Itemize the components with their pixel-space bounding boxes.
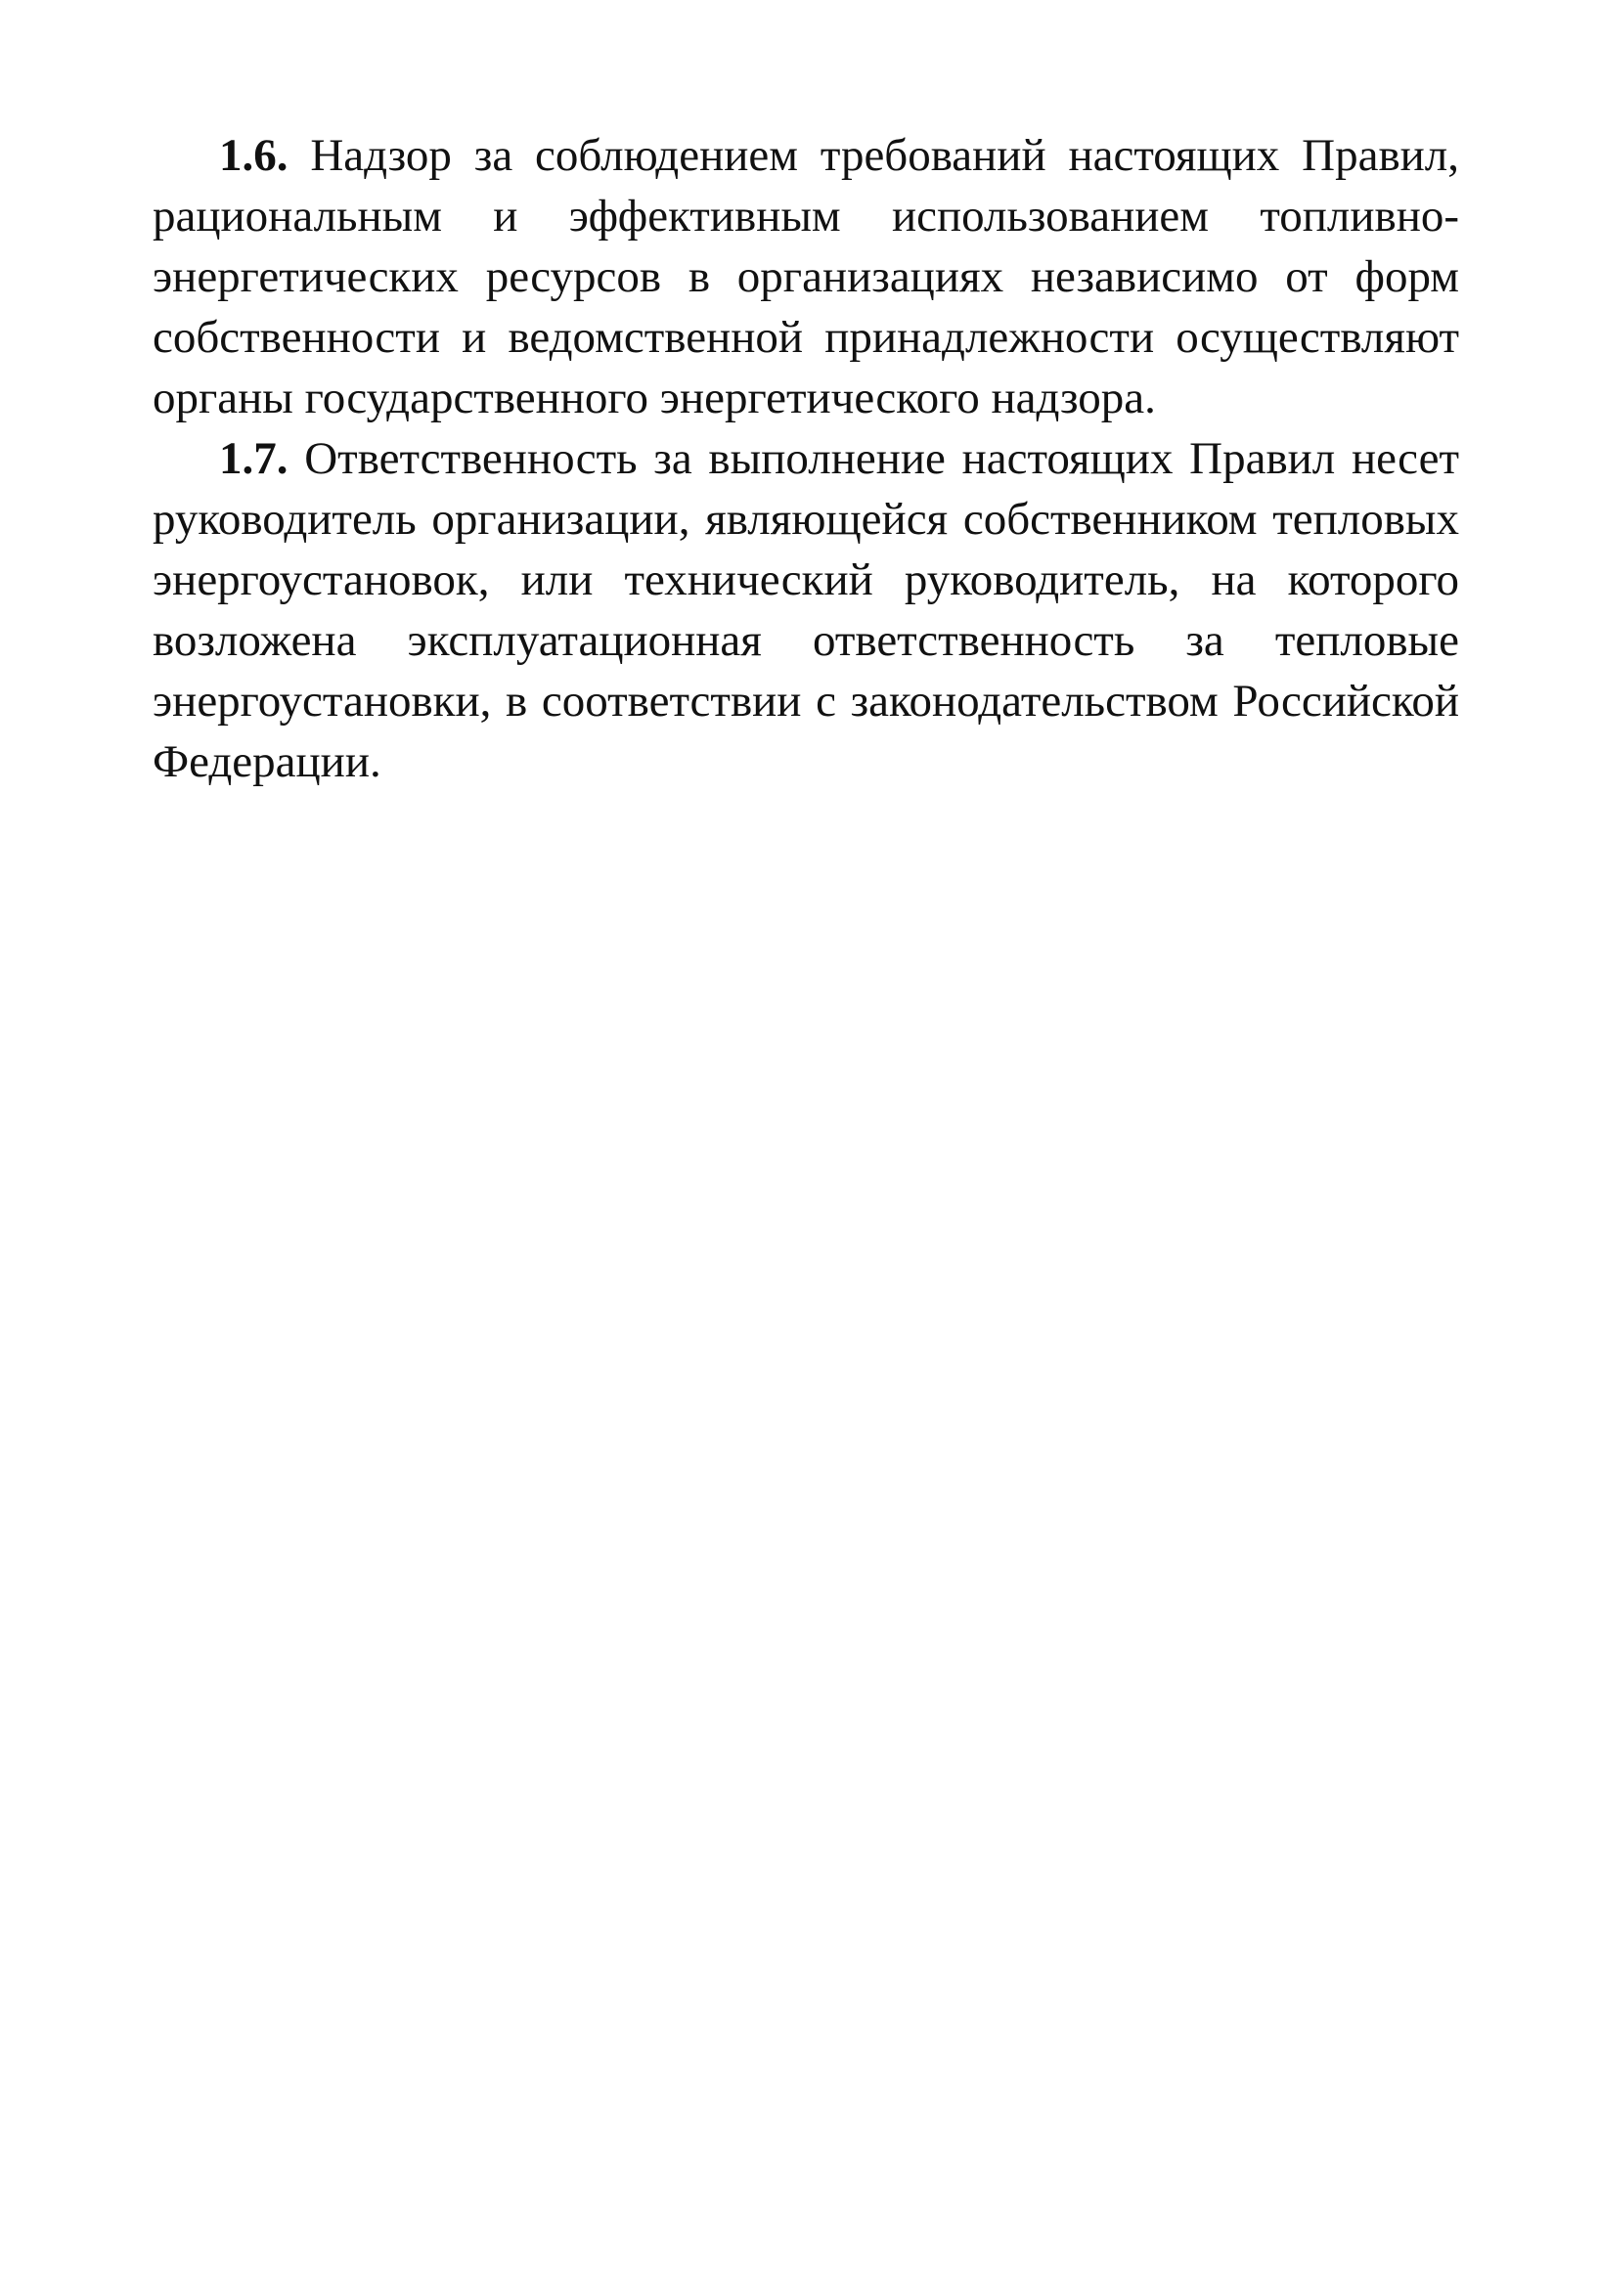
paragraph-number: 1.7. <box>219 433 289 484</box>
paragraph-text: Надзор за соблюдением требований настоящих Правил, рациональным и эффективным использованием топливно-энергетических ресурсов в организациях независимо от форм собственности и ведомственной принадлежности осуществляют органы государственного энергетического надзора. <box>153 130 1459 423</box>
paragraph-1-6 <box>153 125 1459 428</box>
paragraph-text: Ответственность за выполнение настоящих Правил несет руководитель организации, являющейся собственником тепловых энергоустановок, или технический руководитель, на которого возложена эксплуатационная ответственность за тепловые энергоустановки, в соответствии с законодательством Российской Федерации. <box>153 433 1459 787</box>
paragraph-number: 1.6. <box>219 130 289 181</box>
paragraph-1-7 <box>153 428 1459 792</box>
document-body <box>153 125 1459 792</box>
